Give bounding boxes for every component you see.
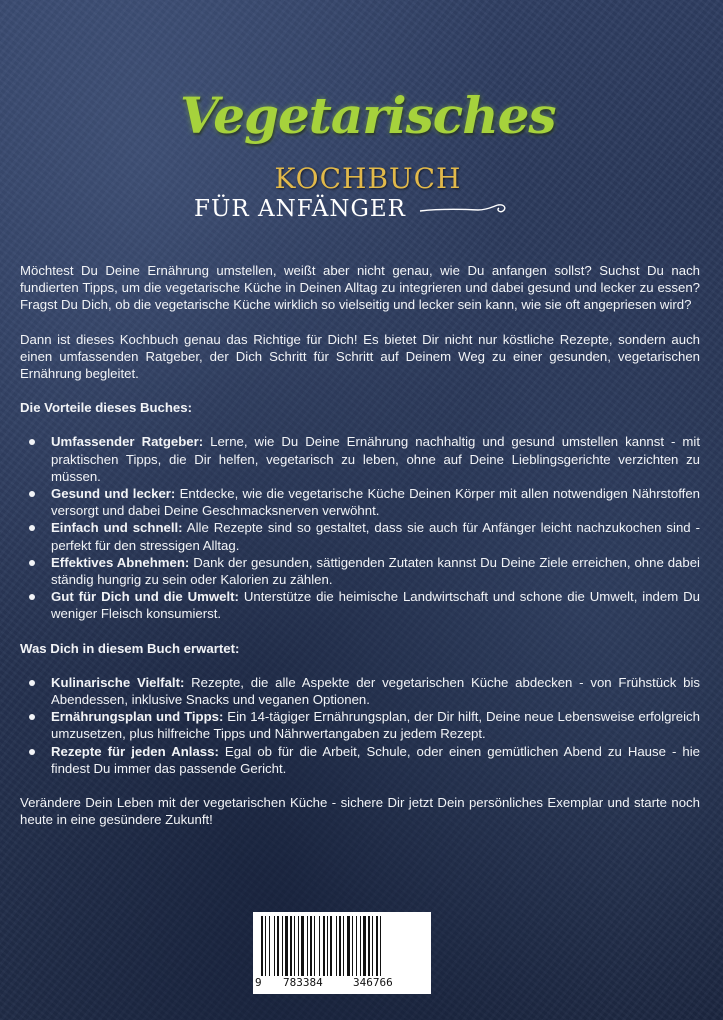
list-item: Ernährungsplan und Tipps: Ein 14-tägiger Ernährungsplan, der Dir hilft, Deine neue Lebensweise erfolgreich umzusetzen, plus hilfreiche Tipps und Nährwertangaben zu jedem Rezept. (51, 709, 700, 742)
list-item: Einfach und schnell: Alle Rezepte sind so gestaltet, dass sie auch für Anfänger leicht nachzukochen sind - perfekt für den stressigen Alltag. (51, 520, 700, 553)
list-item: Umfassender Ratgeber: Lerne, wie Du Deine Ernährung nachhaltig und gesund umstellen kannst - mit praktischen Tipps, die Dir helfen, vegetarisch zu leben, ohne auf Deine Lieblingsgerichte verzichten zu müssen. (51, 434, 700, 484)
intro-paragraph-2: Dann ist dieses Kochbuch genau das Richtige für Dich! Es bietet Dir nicht nur köstliche Rezepte, sondern auch einen umfassenden Ratgeber, der Dich Schritt für Schritt auf Deinem Weg zu einer gesunden, vegetarischen Ernährung begleitet. (20, 331, 700, 382)
intro-paragraph-1: Möchtest Du Deine Ernährung umstellen, weißt aber nicht genau, wie Du anfangen sollst? Suchst Du nach fundierten Tipps, um die vegetarische Küche in Deinen Alltag zu integrieren und dabei gesund und lecker zu essen? Fragst Du Dich, ob die vegetarische Küche wirklich so vielseitig und lecker sein kann, wie sie oft angepriesen wird? (20, 263, 700, 313)
title-anfaenger: FÜR ANFÄNGER (194, 196, 406, 222)
flourish-ornament (418, 202, 510, 218)
contents-list (20, 674, 700, 777)
isbn-group-2: 346766 (353, 976, 393, 989)
barcode (253, 912, 431, 994)
section-heading-contents: Was Dich in diesem Buch erwartet: (20, 640, 240, 656)
isbn-number (253, 976, 431, 990)
closing-paragraph: Verändere Dein Leben mit der vegetarischen Küche - sichere Dir jetzt Dein persönliches Exemplar und starte noch heute in eine gesündere Zukunft! (20, 795, 700, 828)
description-text (20, 262, 700, 845)
list-item: Gesund und lecker: Entdecke, wie die vegetarische Küche Deinen Körper mit allen notwendigen Nährstoffen versorgt und dabei Deine Geschmacksnerven verwöhnt. (51, 486, 700, 519)
barcode-bars (261, 916, 423, 976)
isbn-group-1: 783384 (283, 976, 323, 989)
list-item: Effektives Abnehmen: Dank der gesunden, sättigenden Zutaten kannst Du Deine Ziele erreichen, ohne dabei ständig hungrig zu sein oder Kalorien zu zählen. (51, 554, 700, 588)
advantages-list (20, 433, 700, 622)
title-script: Vegetarisches (180, 86, 556, 145)
list-item: Rezepte für jeden Anlass: Egal ob für die Arbeit, Schule, oder einen gemütlichen Abend zu Hause - hie findest Du immer das passende Gericht. (51, 743, 701, 776)
list-item: Kulinarische Vielfalt: Rezepte, die alle Aspekte der vegetarischen Küche abdecken - von Frühstück bis Abendessen, inklusive Snacks und veganen Optionen. (51, 674, 700, 708)
title-kochbuch: KOCHBUCH (274, 162, 462, 195)
list-item: Gut für Dich und die Umwelt: Unterstütze die heimische Landwirtschaft und schone die Umwelt, indem Du weniger Fleisch konsumierst. (51, 589, 700, 622)
title-block (0, 78, 723, 228)
isbn-first-digit: 9 (255, 976, 262, 989)
section-heading-advantages: Die Vorteile dieses Buches: (20, 400, 192, 416)
